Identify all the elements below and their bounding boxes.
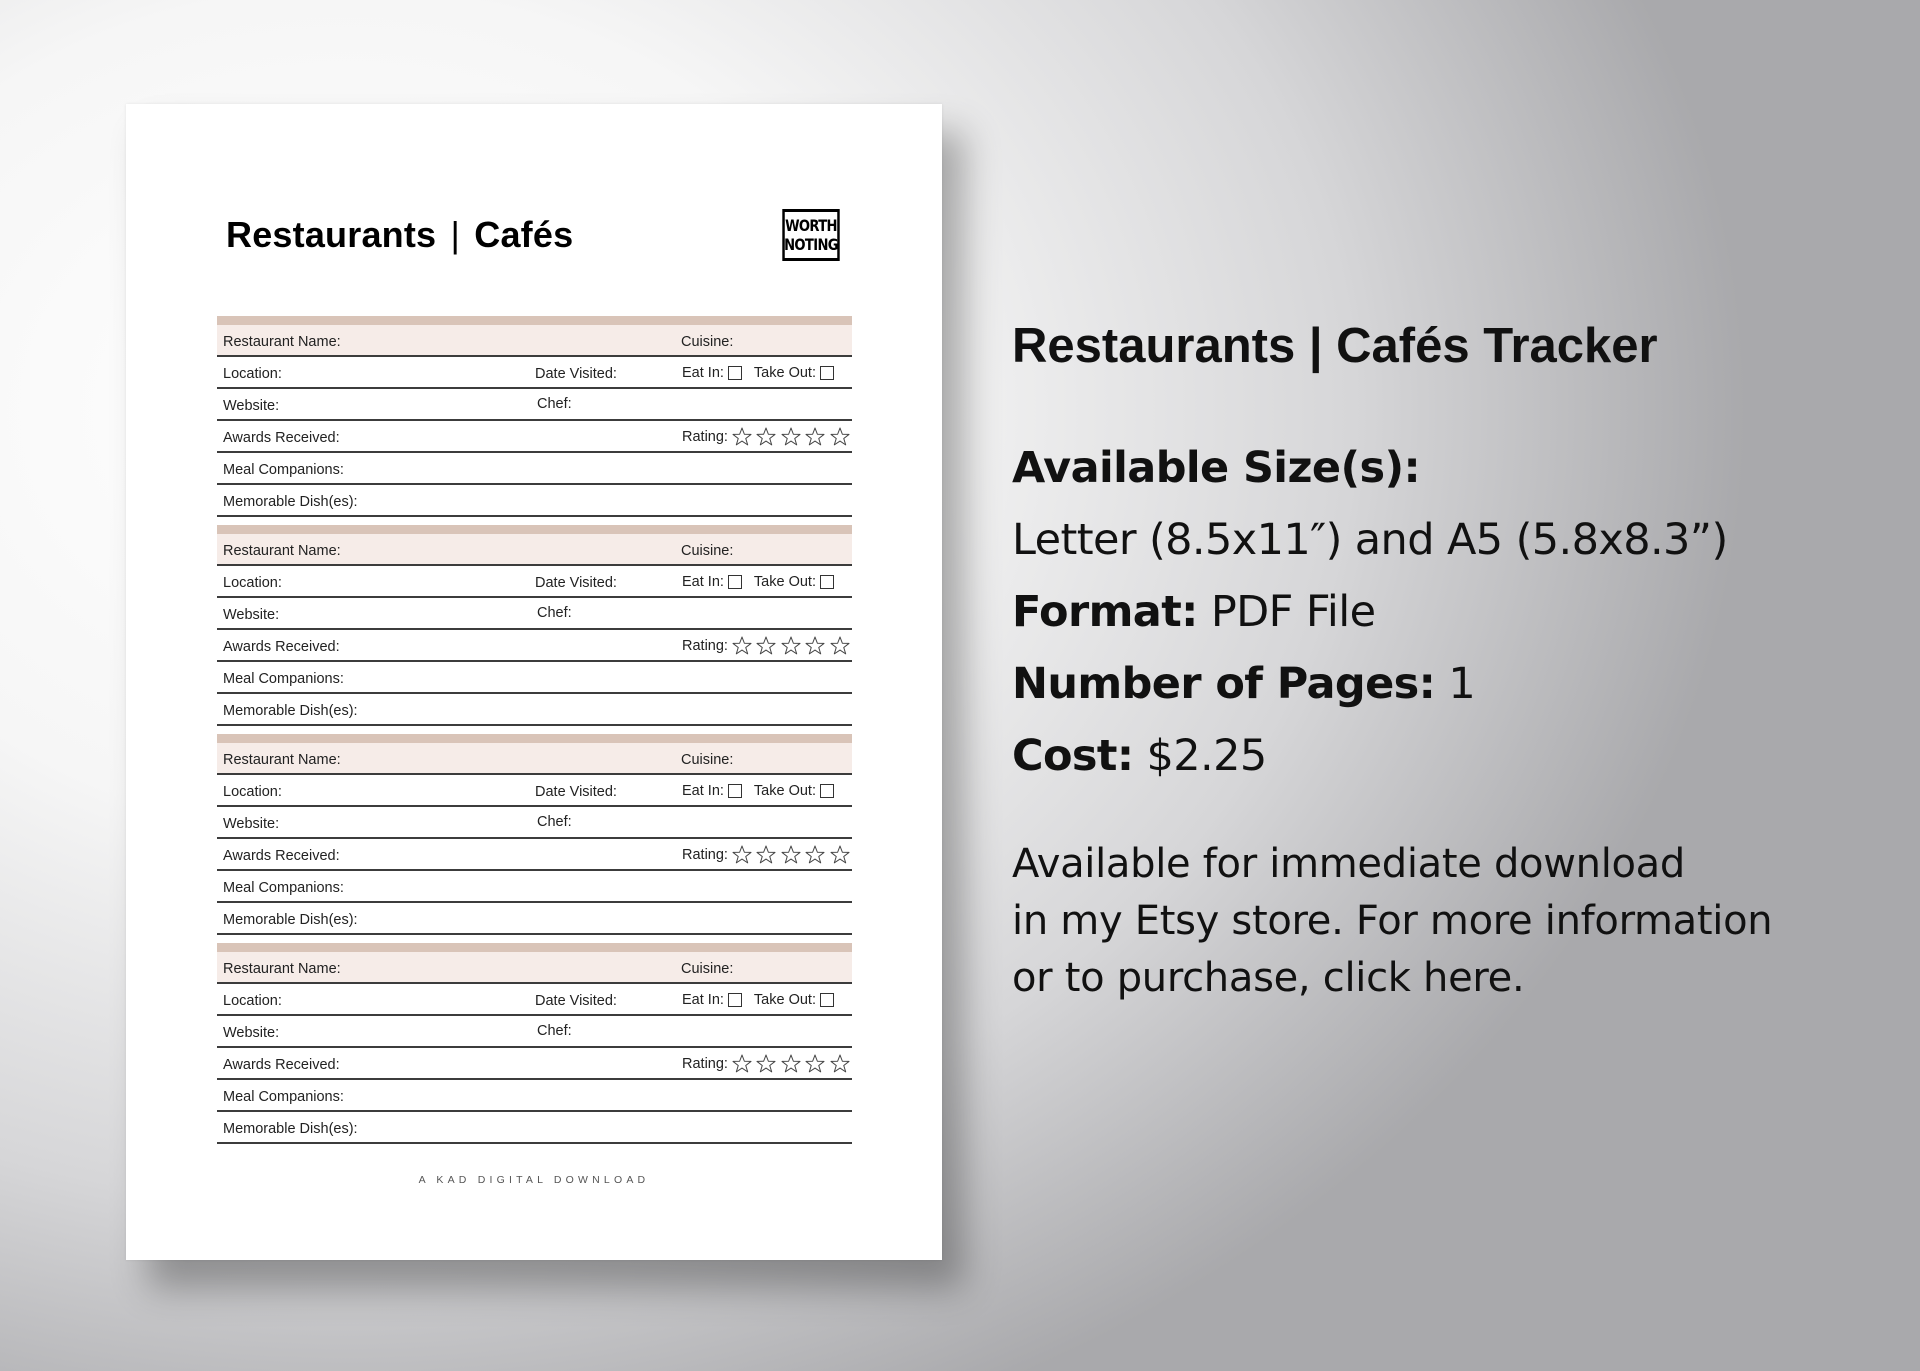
website-row[interactable]	[217, 1016, 852, 1048]
star-outline-icon[interactable]	[731, 635, 753, 657]
rating-field	[682, 1053, 853, 1075]
restaurant-name-row[interactable]	[217, 325, 852, 357]
rating-label: Rating:	[682, 638, 728, 654]
restaurant-name-label: Restaurant Name:	[223, 334, 341, 350]
star-outline-icon[interactable]	[804, 426, 826, 448]
star-outline-icon[interactable]	[829, 426, 851, 448]
awards-row[interactable]	[217, 630, 852, 662]
website-label: Website:	[223, 398, 280, 414]
product-info	[1012, 318, 1892, 1007]
worth-noting-logo	[782, 209, 839, 261]
awards-label: Awards Received:	[223, 639, 340, 655]
memorable-dishes-label: Memorable Dish(es):	[223, 703, 358, 719]
star-outline-icon[interactable]	[829, 844, 851, 866]
chef-label: Chef:	[537, 605, 572, 621]
meal-companions-row[interactable]	[217, 453, 852, 485]
restaurant-name-row[interactable]	[217, 952, 852, 984]
memorable-dishes-label: Memorable Dish(es):	[223, 912, 358, 928]
memorable-dishes-label: Memorable Dish(es):	[223, 494, 358, 510]
website-label: Website:	[223, 607, 280, 623]
eat-in-take-out	[682, 783, 834, 799]
meal-companions-row[interactable]	[217, 871, 852, 903]
star-outline-icon[interactable]	[731, 1053, 753, 1075]
format-value: PDF File	[1210, 587, 1376, 637]
star-outline-icon[interactable]	[804, 844, 826, 866]
rating-label: Rating:	[682, 847, 728, 863]
eat-in-take-out	[682, 992, 834, 1008]
pages-line	[1012, 648, 1892, 720]
rating-label: Rating:	[682, 1056, 728, 1072]
location-row[interactable]	[217, 775, 852, 807]
cost-value: $2.25	[1146, 731, 1267, 781]
sheet-footer: A KAD DIGITAL DOWNLOAD	[418, 1174, 650, 1186]
rating-stars[interactable]	[731, 1053, 854, 1075]
cuisine-label: Cuisine:	[681, 334, 734, 350]
entry-band	[217, 525, 852, 534]
cuisine-label: Cuisine:	[681, 543, 734, 559]
tracker-blocks	[217, 316, 852, 1152]
chef-label: Chef:	[537, 1023, 572, 1039]
date-visited-label: Date Visited:	[535, 993, 617, 1009]
awards-row[interactable]	[217, 839, 852, 871]
memorable-dishes-row[interactable]	[217, 694, 852, 726]
date-visited-label: Date Visited:	[535, 575, 617, 591]
take-out-label: Take Out:	[753, 574, 816, 590]
eat-in-label: Eat In:	[682, 783, 724, 799]
download-note[interactable]	[1012, 836, 1892, 1007]
rating-stars[interactable]	[731, 426, 854, 448]
sheet-title-left: Restaurants	[226, 214, 437, 255]
meal-companions-label: Meal Companions:	[223, 1089, 344, 1105]
awards-label: Awards Received:	[223, 430, 340, 446]
memorable-dishes-row[interactable]	[217, 1112, 852, 1144]
memorable-dishes-label: Memorable Dish(es):	[223, 1121, 358, 1137]
rating-label: Rating:	[682, 429, 728, 445]
star-outline-icon[interactable]	[731, 844, 753, 866]
take-out-checkbox[interactable]	[820, 575, 834, 589]
meal-companions-label: Meal Companions:	[223, 671, 344, 687]
logo-line-1: WORTH	[785, 216, 837, 235]
entry-band	[217, 734, 852, 743]
meal-companions-row[interactable]	[217, 1080, 852, 1112]
website-row[interactable]	[217, 807, 852, 839]
meal-companions-label: Meal Companions:	[223, 462, 344, 478]
logo-line-2: NOTING	[784, 235, 838, 254]
download-line-1: Available for immediate download	[1012, 841, 1685, 887]
eat-in-take-out	[682, 365, 834, 381]
eat-in-checkbox[interactable]	[728, 366, 742, 380]
rating-field	[682, 426, 853, 448]
eat-in-label: Eat In:	[682, 992, 724, 1008]
chef-label: Chef:	[537, 396, 572, 412]
take-out-checkbox[interactable]	[820, 784, 834, 798]
star-outline-icon[interactable]	[755, 426, 777, 448]
website-row[interactable]	[217, 389, 852, 421]
rating-stars[interactable]	[731, 844, 854, 866]
meal-companions-label: Meal Companions:	[223, 880, 344, 896]
cost-label: Cost:	[1012, 731, 1134, 781]
star-outline-icon[interactable]	[755, 844, 777, 866]
awards-label: Awards Received:	[223, 848, 340, 864]
location-row[interactable]	[217, 566, 852, 598]
sizes-heading	[1012, 432, 1892, 504]
restaurant-name-row[interactable]	[217, 743, 852, 775]
date-visited-label: Date Visited:	[535, 784, 617, 800]
star-outline-icon[interactable]	[780, 635, 802, 657]
restaurant-entry	[217, 734, 852, 943]
download-line-2: in my Etsy store. For more information	[1012, 898, 1773, 944]
star-outline-icon[interactable]	[829, 635, 851, 657]
memorable-dishes-row[interactable]	[217, 903, 852, 935]
location-label: Location:	[223, 993, 282, 1009]
format-line	[1012, 576, 1892, 648]
star-outline-icon[interactable]	[755, 635, 777, 657]
eat-in-checkbox[interactable]	[728, 784, 742, 798]
star-outline-icon[interactable]	[804, 635, 826, 657]
sheet-title-separator: |	[450, 214, 461, 255]
eat-in-label: Eat In:	[682, 365, 724, 381]
eat-in-label: Eat In:	[682, 574, 724, 590]
star-outline-icon[interactable]	[829, 1053, 851, 1075]
restaurant-name-row[interactable]	[217, 534, 852, 566]
take-out-label: Take Out:	[753, 783, 816, 799]
eat-in-checkbox[interactable]	[728, 993, 742, 1007]
awards-row[interactable]	[217, 1048, 852, 1080]
restaurant-name-label: Restaurant Name:	[223, 543, 341, 559]
location-label: Location:	[223, 575, 282, 591]
take-out-label: Take Out:	[753, 992, 816, 1008]
sizes-label: Available Size(s):	[1012, 443, 1421, 493]
take-out-label: Take Out:	[753, 365, 816, 381]
location-row[interactable]	[217, 984, 852, 1016]
tracker-sheet	[126, 104, 942, 1260]
cuisine-label: Cuisine:	[681, 961, 734, 977]
eat-in-take-out	[682, 574, 834, 590]
star-outline-icon[interactable]	[780, 426, 802, 448]
star-outline-icon[interactable]	[780, 1053, 802, 1075]
download-line-3[interactable]: or to purchase, click here.	[1012, 955, 1525, 1001]
take-out-checkbox[interactable]	[820, 993, 834, 1007]
take-out-checkbox[interactable]	[820, 366, 834, 380]
location-label: Location:	[223, 784, 282, 800]
sizes-value: Letter (8.5x11″) and A5 (5.8x8.3”)	[1012, 515, 1728, 565]
cost-line	[1012, 720, 1892, 792]
location-label: Location:	[223, 366, 282, 382]
star-outline-icon[interactable]	[731, 426, 753, 448]
entry-band	[217, 316, 852, 325]
pages-label: Number of Pages:	[1012, 659, 1436, 709]
chef-label: Chef:	[537, 814, 572, 830]
location-row[interactable]	[217, 357, 852, 389]
website-label: Website:	[223, 1025, 280, 1041]
entry-band	[217, 943, 852, 952]
sheet-title-right: Cafés	[474, 214, 574, 255]
pages-value: 1	[1448, 659, 1476, 709]
cuisine-label: Cuisine:	[681, 752, 734, 768]
star-outline-icon[interactable]	[804, 1053, 826, 1075]
meal-companions-row[interactable]	[217, 662, 852, 694]
rating-field	[682, 844, 853, 866]
restaurant-entry	[217, 525, 852, 734]
star-outline-icon[interactable]	[755, 1053, 777, 1075]
format-label: Format:	[1012, 587, 1198, 637]
eat-in-checkbox[interactable]	[728, 575, 742, 589]
website-row[interactable]	[217, 598, 852, 630]
sheet-title	[226, 214, 573, 256]
date-visited-label: Date Visited:	[535, 366, 617, 382]
restaurant-entry	[217, 316, 852, 525]
website-label: Website:	[223, 816, 280, 832]
awards-row[interactable]	[217, 421, 852, 453]
awards-label: Awards Received:	[223, 1057, 340, 1073]
memorable-dishes-row[interactable]	[217, 485, 852, 517]
restaurant-name-label: Restaurant Name:	[223, 752, 341, 768]
star-outline-icon[interactable]	[780, 844, 802, 866]
restaurant-entry	[217, 943, 852, 1152]
rating-field	[682, 635, 853, 657]
rating-stars[interactable]	[731, 635, 854, 657]
info-title: Restaurants | Cafés Tracker	[1012, 319, 1658, 373]
restaurant-name-label: Restaurant Name:	[223, 961, 341, 977]
